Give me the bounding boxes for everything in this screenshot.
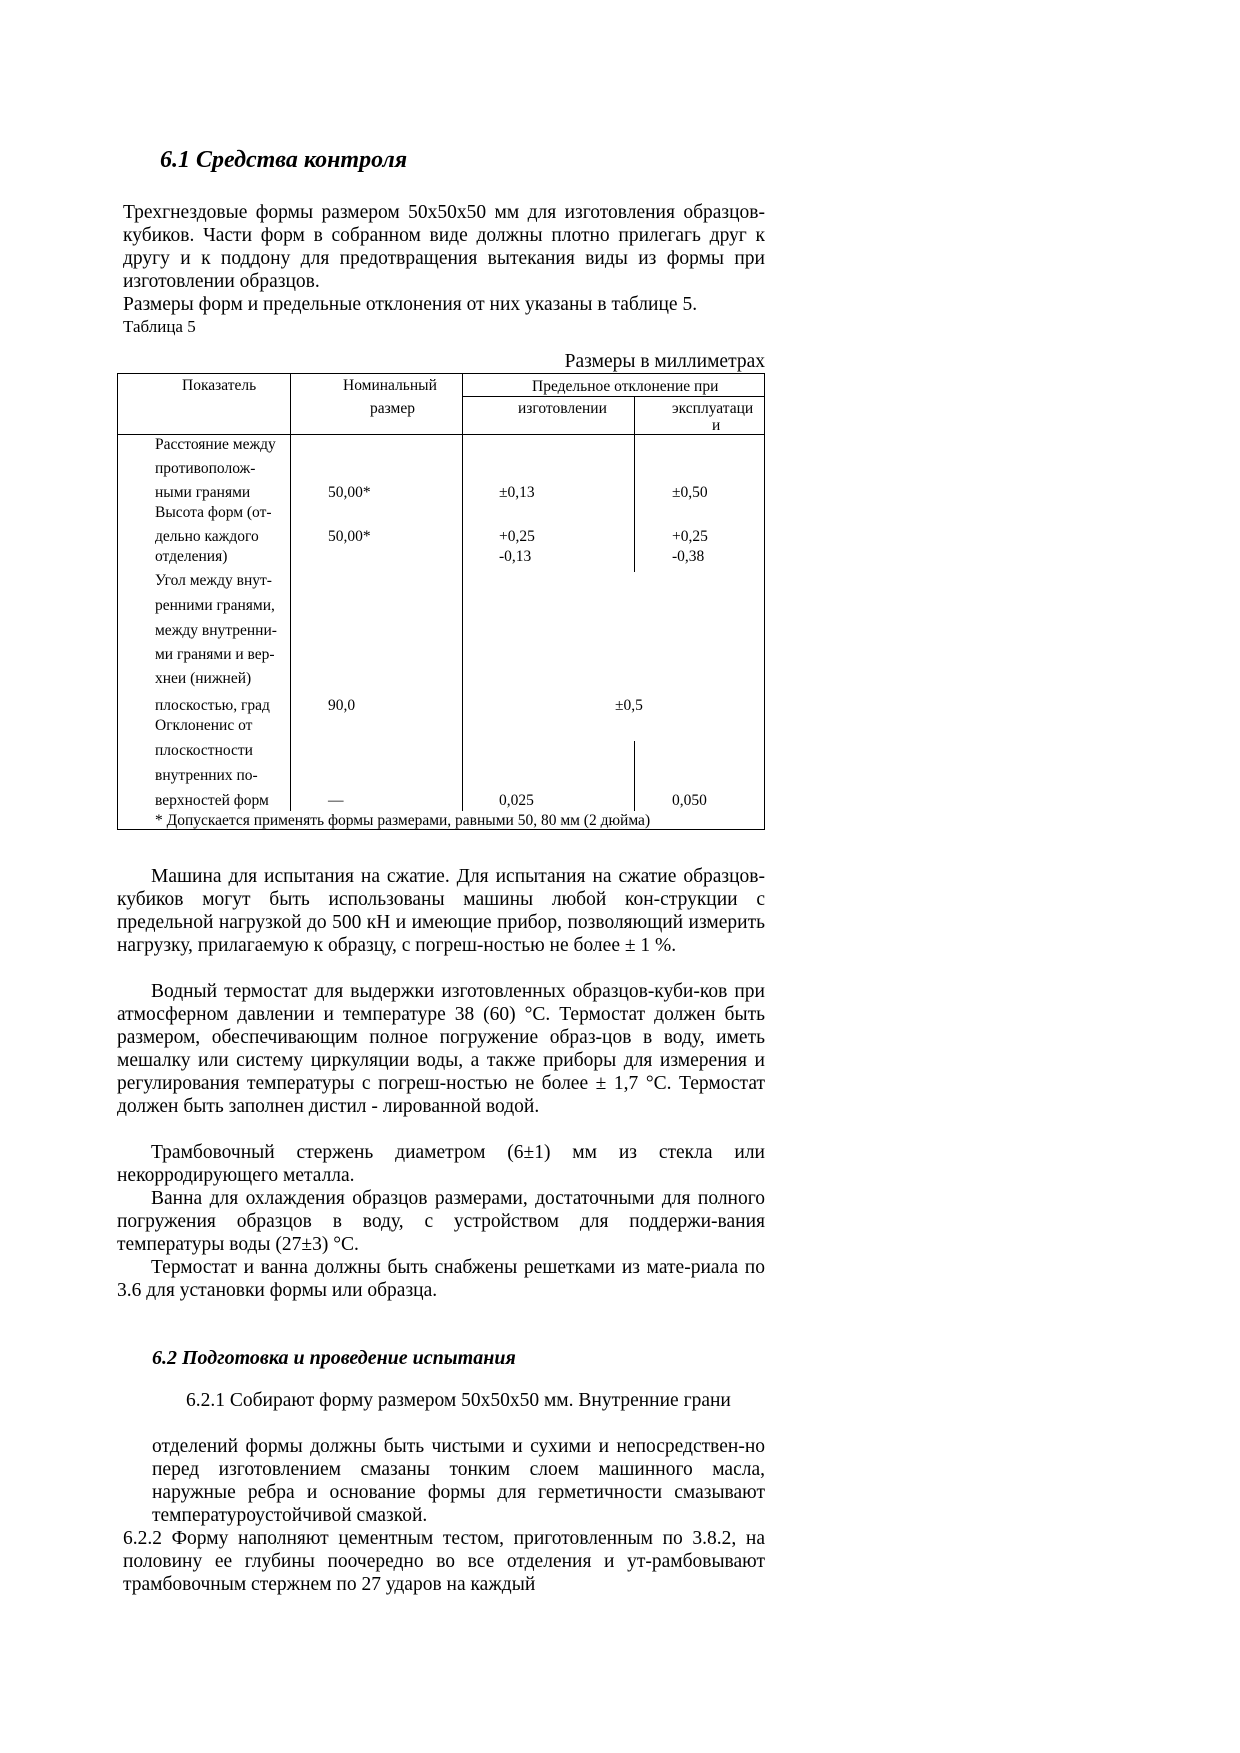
indicator-label-line: внутренних по- bbox=[155, 767, 258, 784]
indicator-label-line: плоскостью, град bbox=[155, 697, 270, 714]
indicator-label-line: верхностей форм bbox=[155, 792, 269, 809]
indicator-label-line: ренними гранями, bbox=[155, 597, 275, 614]
value-manufacture: ±0,13 bbox=[499, 484, 535, 501]
value-nominal: 50,00* bbox=[328, 528, 371, 545]
table-vline bbox=[462, 434, 463, 811]
intro-paragraph: Трехгнездовые формы размером 50x50x50 мм для изготовления образцов-кубиков. Части форм в собранном виде должны плотно прилегагь друг к другу и к поддону для предотвращения вытекания виды из формы при изготовлении образцов. bbox=[123, 202, 765, 292]
table-hline bbox=[462, 396, 764, 397]
indicator-label-line: противополож- bbox=[155, 460, 256, 477]
value-operation: +0,25 bbox=[672, 528, 708, 545]
value-operation: -0,38 bbox=[672, 548, 705, 565]
indicator-label-line: Расстояние между bbox=[155, 436, 276, 453]
table-hline bbox=[118, 434, 764, 435]
section-6-1-title: 6.1 Средства контроля bbox=[160, 147, 408, 173]
table-vline bbox=[462, 374, 463, 434]
paragraph-compression-machine: Машина для испытания на сжатие. Для испытания на сжатие образцов-кубиков могут быть использованы машины любой кон-струкции с предельной нагрузкой до 500 кН и имеющие прибор, позволяющий измерить нагрузку, прилагаемую к образцу, с погреш-ностью не более ± 1 %. bbox=[117, 866, 765, 956]
value-nominal: 90,0 bbox=[328, 697, 356, 714]
table-vline bbox=[634, 434, 635, 572]
table-vline bbox=[634, 396, 635, 434]
paragraph-6-2-1-head: 6.2.1 Собирают форму размером 50x50x50 мм. Внутренние грани bbox=[186, 1390, 731, 1411]
header-operation-line2: и bbox=[712, 417, 721, 434]
header-nominal-line2: размер bbox=[370, 400, 415, 417]
paragraph-cooling-bath: Ванна для охлаждения образцов размерами, достаточными для полного погружения образцов в воду, с устройством для поддержи-вания температуры воды (27±3) °С. bbox=[117, 1188, 765, 1255]
value-operation: ±0,50 bbox=[672, 484, 708, 501]
section-6-2-title: 6.2 Подготовка и проведение испытания bbox=[152, 1347, 516, 1369]
value-operation: 0,050 bbox=[672, 792, 707, 809]
paragraph-tamping-rod: Трамбовочный стержень диаметром (6±1) мм из стекла или некорродирующего металла. bbox=[117, 1142, 765, 1186]
value-nominal: 50,00* bbox=[328, 484, 371, 501]
header-deviation-group: Предельное отклонение при bbox=[532, 378, 719, 395]
indicator-label-line: Высота форм (от- bbox=[155, 504, 272, 521]
indicator-label-line: хнеи (нижней) bbox=[155, 670, 252, 687]
indicator-label-line: между внутренни- bbox=[155, 622, 277, 639]
header-indicator: Показатель bbox=[182, 377, 257, 394]
indicator-label-line: отделения) bbox=[155, 548, 228, 565]
table-vline bbox=[290, 434, 291, 811]
value-nominal: — bbox=[328, 792, 344, 809]
indicator-label-line: Угол между внут- bbox=[155, 572, 272, 589]
indicator-label-line: ными гранями bbox=[155, 484, 251, 501]
paragraph-6-2-1-body: отделений формы должны быть чистыми и сухими и непосредствен-но перед изготовлением смазаны тонким слоем машинного масла, наружные ребра и основание формы для герметичности смазывают температуроустойчивой смазкой. bbox=[152, 1436, 765, 1526]
indicator-label-line: плоскостности bbox=[155, 742, 253, 759]
value-manufacture: +0,25 bbox=[499, 528, 535, 545]
value-merged-deviation: ±0,5 bbox=[615, 697, 643, 714]
indicator-label-line: Огклоненис от bbox=[155, 717, 253, 734]
header-manufacture: изготовлении bbox=[518, 400, 607, 417]
table-vline bbox=[634, 741, 635, 811]
units-note: Размеры в миллиметрах bbox=[564, 351, 765, 372]
table-caption: Таблица 5 bbox=[123, 317, 196, 336]
paragraph-thermostat: Водный термостат для выдержки изготовленных образцов-куби-ков при атмосферном давлении и температуре 38 (60) °С. Термостат должен быть размером, обеспечивающим полное погружение образ-цов в воду, иметь мешалку или систему циркуляции воды, а также приборы для измерения и регулирования температуры с погреш-ностью не более ± 1,7 °С. Термостат должен быть заполнен дистил - лированной водой. bbox=[117, 981, 765, 1117]
paragraph-6-2-2: 6.2.2 Форму наполняют цементным тестом, приготовленным по 3.8.2, на половину ее глубины поочередно во все отделения и ут-рамбовывают трамбовочным стержнем по 27 ударов на каждый bbox=[123, 1528, 765, 1595]
header-operation-line1: эксплуатаци bbox=[672, 400, 754, 417]
value-manufacture: 0,025 bbox=[499, 792, 534, 809]
header-nominal-line1: Номинальный bbox=[343, 377, 437, 394]
table-footnote: * Допускается применять формы размерами, равными 50, 80 мм (2 дюйма) bbox=[155, 812, 651, 829]
table-vline bbox=[290, 374, 291, 434]
table-5 bbox=[117, 373, 765, 830]
indicator-label-line: ми гранями и вер- bbox=[155, 646, 275, 663]
indicator-label-line: дельно каждого bbox=[155, 528, 259, 545]
sizes-reference: Размеры форм и предельные отклонения от них указаны в таблице 5. bbox=[123, 294, 698, 315]
value-manufacture: -0,13 bbox=[499, 548, 532, 565]
paragraph-grates: Термостат и ванна должны быть снабжены решетками из мате-риала по 3.6 для установки формы или образца. bbox=[117, 1257, 765, 1301]
